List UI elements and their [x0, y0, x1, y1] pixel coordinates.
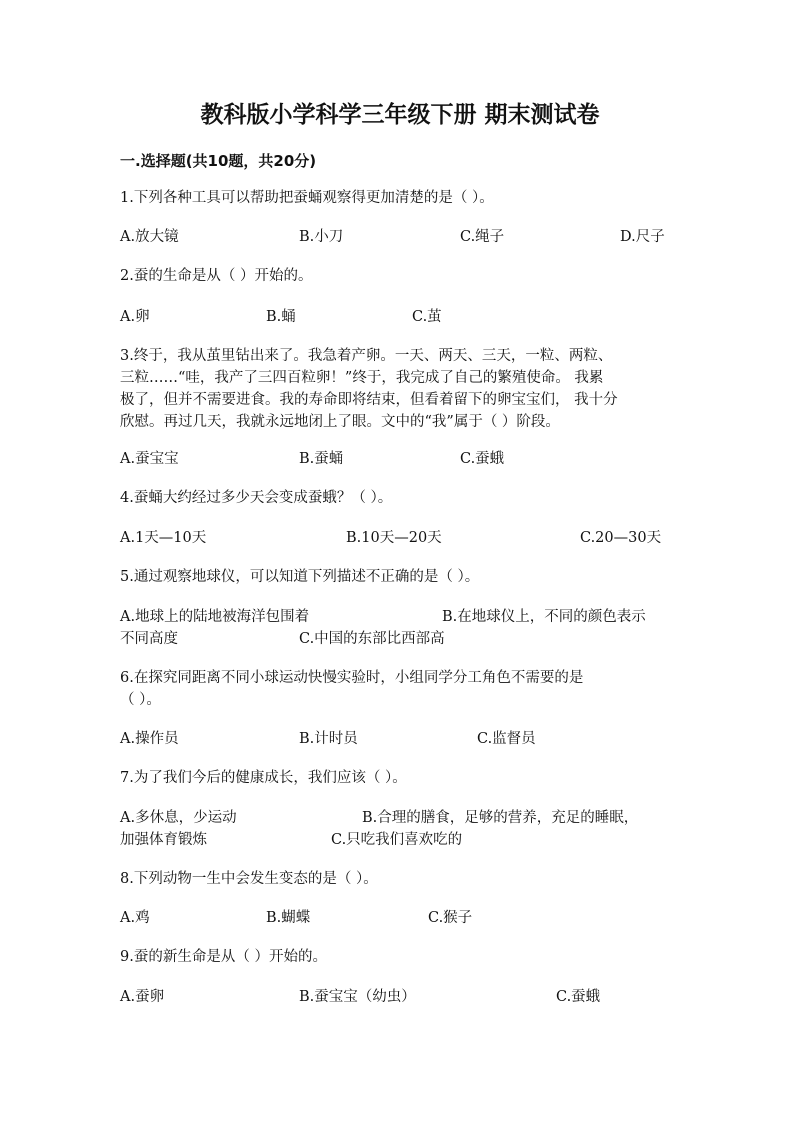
options-5-line-1: [120, 606, 680, 628]
option-5-c[interactable]: C.中国的东部比西部高: [299, 631, 445, 647]
option-1-c[interactable]: C.绳子: [460, 229, 505, 245]
option-8-a[interactable]: A.鸡: [120, 910, 150, 926]
option-1-b[interactable]: B.小刀: [299, 229, 344, 245]
option-6-c[interactable]: C.监督员: [477, 731, 536, 747]
option-9-a[interactable]: A.蚕卵: [120, 989, 165, 1005]
options-4: [120, 527, 680, 549]
question-3-line-3: 极了，但并不需要进食。我的寿命即将结束，但看着留下的卵宝宝们， 我十分: [120, 392, 618, 408]
question-6: [120, 667, 680, 711]
question-4: 4.蚕蛹大约经过多少天会变成蚕蛾？（ ）。: [120, 490, 393, 506]
question-3-line-1: 3.终于，我从茧里钻出来了。我急着产卵。一天、两天、三天，一粒、两粒、: [120, 348, 613, 364]
question-2: 2.蚕的生命是从（ ）开始的。: [120, 268, 313, 284]
options-6: [120, 728, 680, 750]
option-7-c[interactable]: C.只吃我们喜欢吃的: [331, 832, 463, 848]
question-1: 1.下列各种工具可以帮助把蚕蛹观察得更加清楚的是（ ）。: [120, 190, 494, 206]
option-8-c[interactable]: C.猴子: [428, 910, 473, 926]
question-6-line-2: （ ）。: [120, 692, 161, 708]
option-5-b[interactable]: B.在地球仪上，不同的颜色表示: [442, 609, 646, 625]
option-6-a[interactable]: A.操作员: [120, 731, 179, 747]
option-2-a[interactable]: A.卵: [120, 309, 150, 325]
option-2-b[interactable]: B.蛹: [266, 309, 296, 325]
options-8: [120, 907, 680, 929]
options-7-line-2: [120, 829, 680, 851]
option-5-b-cont: 不同高度: [120, 631, 178, 647]
option-7-a[interactable]: A.多休息，少运动: [120, 810, 237, 826]
question-3-line-4: 欣慰。再过几天，我就永远地闭上了眼。文中的“我”属于（ ）阶段。: [120, 414, 560, 430]
option-4-c[interactable]: C.20—30天: [580, 530, 662, 546]
question-6-line-1: 6.在探究同距离不同小球运动快慢实验时，小组同学分工角色不需要的是: [120, 670, 584, 686]
question-8: 8.下列动物一生中会发生变态的是（ ）。: [120, 871, 378, 887]
options-2: [120, 306, 680, 328]
question-7: 7.为了我们今后的健康成长，我们应该（ ）。: [120, 770, 407, 786]
option-4-a[interactable]: A.1天—10天: [120, 530, 207, 546]
option-3-c[interactable]: C.蚕蛾: [460, 451, 505, 467]
option-1-d[interactable]: D.尺子: [620, 229, 665, 245]
option-4-b[interactable]: B.10天—20天: [346, 530, 442, 546]
option-5-a[interactable]: A.地球上的陆地被海洋包围着: [120, 609, 310, 625]
option-7-b[interactable]: B.合理的膳食，足够的营养，充足的睡眠，: [362, 810, 639, 826]
options-9: [120, 986, 680, 1008]
options-1: [120, 226, 680, 248]
question-9: 9.蚕的新生命是从（ ）开始的。: [120, 949, 327, 965]
option-1-a[interactable]: A.放大镜: [120, 229, 179, 245]
option-9-c[interactable]: C.蚕蛾: [556, 989, 601, 1005]
options-7-line-1: [120, 807, 680, 829]
option-8-b[interactable]: B.蝴蝶: [266, 910, 311, 926]
section-heading: 一.选择题(共10题，共20分): [120, 152, 317, 170]
question-3: [120, 345, 680, 433]
options-5-line-2: [120, 628, 680, 650]
option-3-a[interactable]: A.蚕宝宝: [120, 451, 179, 467]
option-2-c[interactable]: C.茧: [412, 309, 442, 325]
option-6-b[interactable]: B.计时员: [299, 731, 358, 747]
option-3-b[interactable]: B.蚕蛹: [299, 451, 344, 467]
question-3-line-2: 三粒……“哇，我产了三四百粒卵！”终于，我完成了自己的繁殖使命。 我累: [120, 370, 604, 386]
option-9-b[interactable]: B.蚕宝宝（幼虫）: [299, 989, 416, 1005]
option-7-b-cont: 加强体育锻炼: [120, 832, 207, 848]
options-3: [120, 448, 680, 470]
question-5: 5.通过观察地球仪，可以知道下列描述不正确的是（ ）。: [120, 569, 480, 585]
page-title: 教科版小学科学三年级下册 期末测试卷: [200, 102, 600, 128]
